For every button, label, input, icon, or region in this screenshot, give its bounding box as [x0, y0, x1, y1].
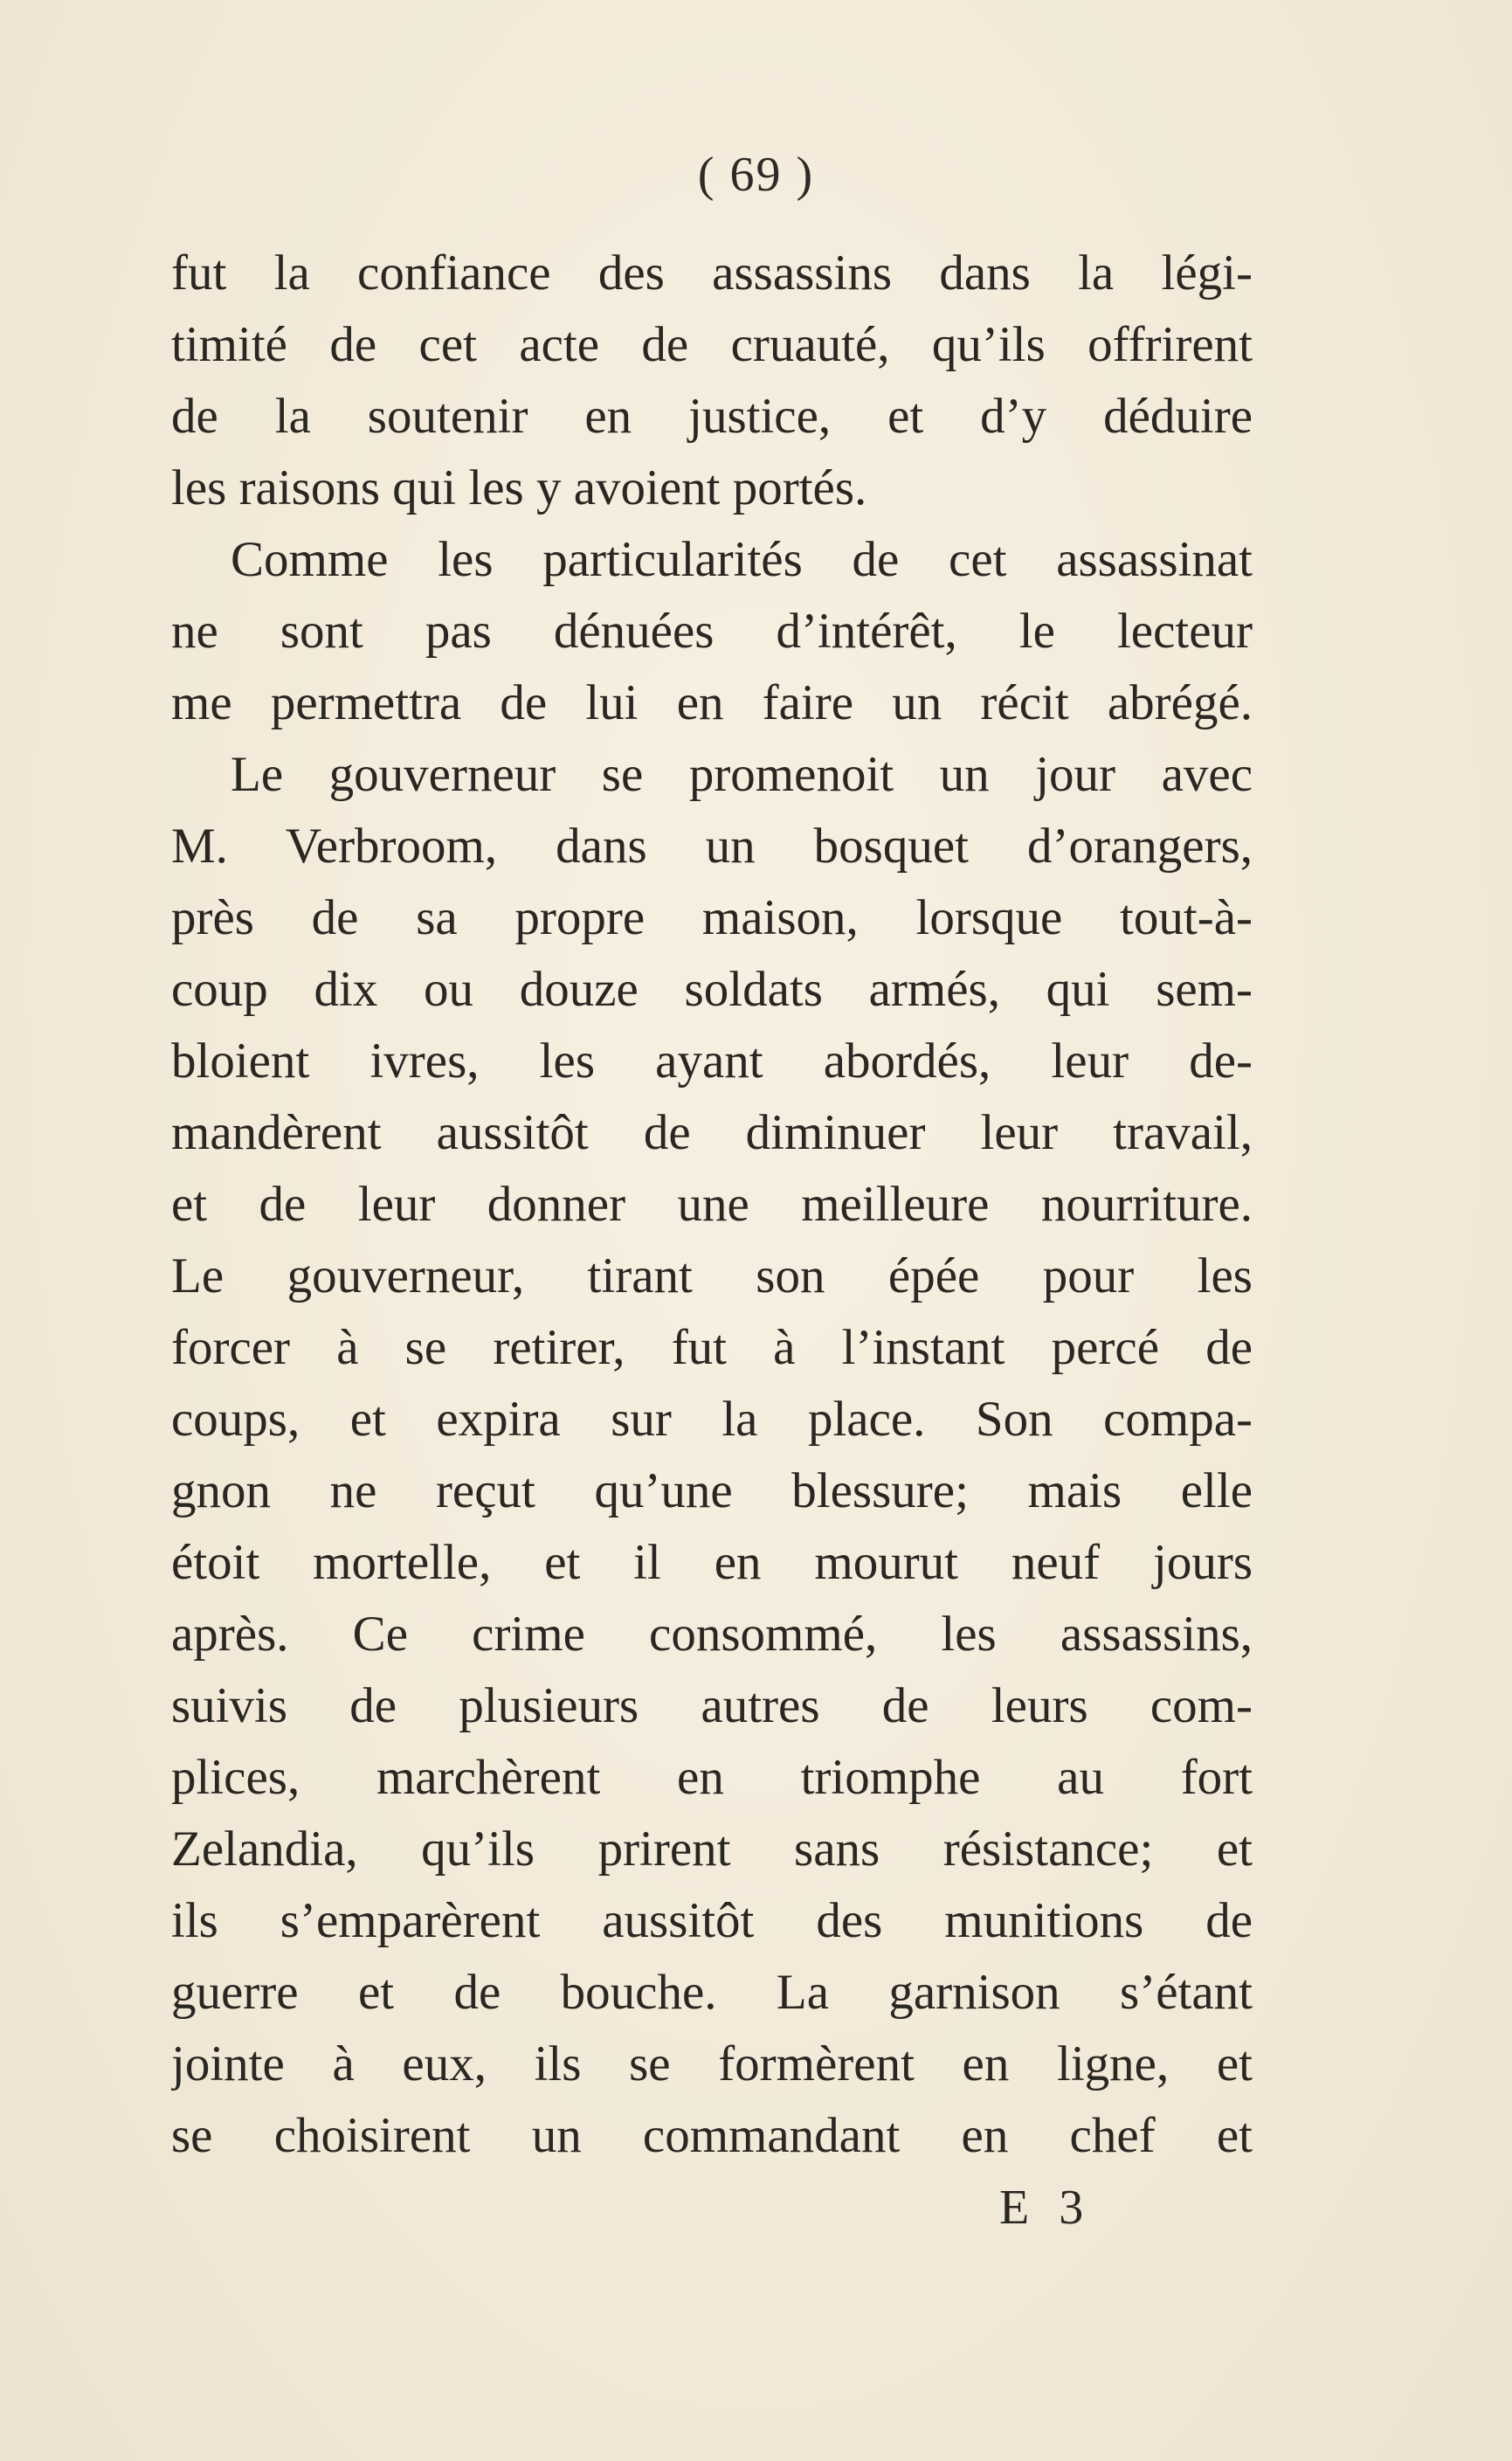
- text-line-1: fut la confiance des assassins dans la légi-: [171, 245, 1253, 301]
- text-line-5: Comme les particularités de cet assassinat: [231, 532, 1253, 587]
- text-line-26: jointe à eux, ils se formèrent en ligne, et: [171, 2036, 1253, 2091]
- text-line-22: plices, marchèrent en triomphe au fort: [171, 1750, 1253, 1805]
- text-line-13: mandèrent aussitôt de diminuer leur travail,: [171, 1105, 1253, 1160]
- text-line-8: Le gouverneur se promenoit un jour avec: [231, 747, 1253, 802]
- text-line-17: coups, et expira sur la place. Son compa-: [171, 1392, 1253, 1447]
- text-line-6: ne sont pas dénuées d’intérêt, le lecteur: [171, 604, 1253, 659]
- text-line-14: et de leur donner une meilleure nourriture.: [171, 1177, 1253, 1232]
- text-line-4: les raisons qui les y avoient portés.: [171, 460, 867, 515]
- page-number: ( 69 ): [697, 148, 815, 202]
- text-line-19: étoit mortelle, et il en mourut neuf jours: [171, 1535, 1253, 1590]
- text-line-20: après. Ce crime consommé, les assassins,: [171, 1607, 1253, 1662]
- text-line-24: ils s’emparèrent aussitôt des munitions de: [171, 1893, 1253, 1948]
- text-line-16: forcer à se retirer, fut à l’instant percé de: [171, 1320, 1253, 1375]
- text-line-25: guerre et de bouche. La garnison s’étant: [171, 1965, 1253, 2020]
- text-line-12: bloient ivres, les ayant abordés, leur de-: [171, 1033, 1253, 1089]
- text-line-3: de la soutenir en justice, et d’y déduire: [171, 389, 1253, 444]
- text-line-2: timité de cet acte de cruauté, qu’ils offrirent: [171, 317, 1253, 372]
- body-text: [171, 238, 1253, 2172]
- text-line-27: se choisirent un commandant en chef et: [171, 2108, 1253, 2163]
- text-line-18: gnon ne reçut qu’une blessure; mais elle: [171, 1463, 1253, 1518]
- text-line-9: M. Verbroom, dans un bosquet d’orangers,: [171, 819, 1253, 874]
- text-line-23: Zelandia, qu’ils prirent sans résistance; et: [171, 1822, 1253, 1877]
- text-line-15: Le gouverneur, tirant son épée pour les: [171, 1248, 1253, 1303]
- signature-mark: E 3: [999, 2181, 1093, 2235]
- text-line-11: coup dix ou douze soldats armés, qui sem-: [171, 962, 1253, 1017]
- text-line-10: près de sa propre maison, lorsque tout-à-: [171, 890, 1253, 945]
- text-line-7: me permettra de lui en faire un récit abrégé.: [171, 675, 1253, 730]
- text-line-21: suivis de plusieurs autres de leurs com-: [171, 1678, 1253, 1733]
